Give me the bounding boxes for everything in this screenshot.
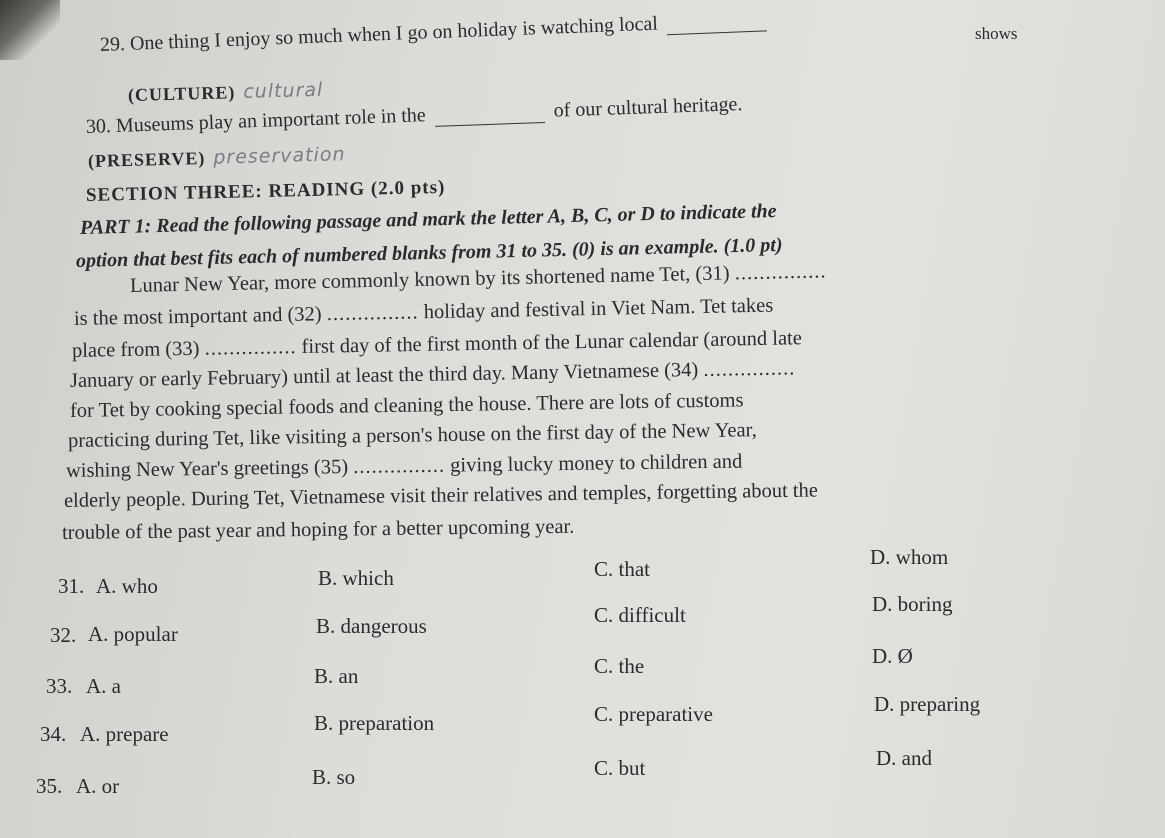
q29-text: 29. One thing I enjoy so much when I go on holiday is watching local xyxy=(99,12,659,56)
passage-text: is the most important and (32) xyxy=(73,303,322,330)
q32-option-c: C. difficult xyxy=(594,603,686,627)
q30-text-after: of our cultural heritage. xyxy=(553,93,743,122)
passage-line-5: for Tet by cooking special foods and cleaning the house. There are lots of customs xyxy=(69,389,744,422)
q29-keyword: (CULTURE) xyxy=(127,82,236,105)
q34-option-b: B. preparation xyxy=(314,711,435,735)
q29-keyword-line xyxy=(128,79,324,107)
q34-num: 34. xyxy=(40,722,67,746)
q33-option-d: D. Ø xyxy=(872,644,913,668)
q33-num: 33. xyxy=(46,674,73,698)
section-heading: SECTION THREE: READING (2.0 pts) xyxy=(85,176,446,206)
passage-line-6: practicing during Tet, like visiting a person's house on the first day of the New Year, xyxy=(67,419,757,452)
q33-option-b: B. an xyxy=(314,664,359,688)
blank-34: ............... xyxy=(703,357,796,381)
q31-option-b: B. which xyxy=(318,566,394,590)
q35-option-c: C. but xyxy=(594,756,646,780)
passage-text: place from (33) xyxy=(71,337,200,362)
part-instruction-line1: PART 1: Read the following passage and mark the letter A, B, C, or D to indicate the xyxy=(79,199,777,239)
passage-line-7 xyxy=(66,451,743,483)
q32-option-d: D. boring xyxy=(872,592,953,616)
q31-option-c: C. that xyxy=(594,557,650,581)
q30-handwriting: preservation xyxy=(213,143,346,169)
q34-option-a: A. prepare xyxy=(80,722,169,746)
passage-text: first day of the first month of the Lunar calendar (around late xyxy=(301,327,803,358)
passage-line-4 xyxy=(70,357,796,393)
q30-keyword-line xyxy=(88,143,346,173)
q29-answer: shows xyxy=(975,24,1018,43)
q33-option-c: C. the xyxy=(594,654,645,678)
q34-option-c: C. preparative xyxy=(594,702,713,726)
passage-text: January or early February) until at least the third day. Many Vietnamese (34) xyxy=(69,359,699,392)
q32-option-a: A. popular xyxy=(88,622,178,646)
blank-31: ............... xyxy=(734,260,827,285)
q30-blank xyxy=(435,122,545,127)
passage-line-8: elderly people. During Tet, Vietnamese visit their relatives and temples, forgetting about the xyxy=(63,479,819,512)
q35-option-b: B. so xyxy=(312,765,356,789)
q29-line xyxy=(100,8,772,57)
blank-33: ............... xyxy=(204,336,297,360)
q34-option-d: D. preparing xyxy=(874,692,981,716)
q33-option-a: A. a xyxy=(86,674,121,698)
passage-text: holiday and festival in Viet Nam. Tet takes xyxy=(423,294,774,324)
q29-handwriting: cultural xyxy=(243,78,324,103)
q35-option-a: A. or xyxy=(76,774,120,798)
q30-keyword: (PRESERVE) xyxy=(87,147,206,171)
page-corner-shadow xyxy=(0,0,60,60)
q32-option-b: B. dangerous xyxy=(316,614,427,638)
blank-32: ............... xyxy=(326,301,419,326)
passage-line-9: trouble of the past year and hoping for a better upcoming year. xyxy=(61,515,575,544)
q31-num: 31. xyxy=(58,574,85,598)
q35-num: 35. xyxy=(36,774,63,798)
q31-option-a: A. who xyxy=(96,574,158,598)
part-instruction-line2: option that best fits each of numbered blanks from 31 to 35. (0) is an example. (1.0 pt) xyxy=(75,233,783,272)
blank-35: ............... xyxy=(353,454,446,478)
passage-line-2 xyxy=(74,295,774,331)
q35-option-d: D. and xyxy=(876,746,932,770)
passage-text: giving lucky money to children and xyxy=(450,450,743,477)
q30-text-before: 30. Museums play an important role in the xyxy=(85,104,427,138)
q32-num: 32. xyxy=(50,623,77,647)
q31-option-d: D. whom xyxy=(870,545,949,569)
passage-text: wishing New Year's greetings (35) xyxy=(65,456,349,482)
passage-line-3 xyxy=(72,327,802,363)
passage-text: Lunar New Year, more commonly known by its shortened name Tet, (31) xyxy=(129,262,730,297)
q29-blank xyxy=(667,30,767,35)
